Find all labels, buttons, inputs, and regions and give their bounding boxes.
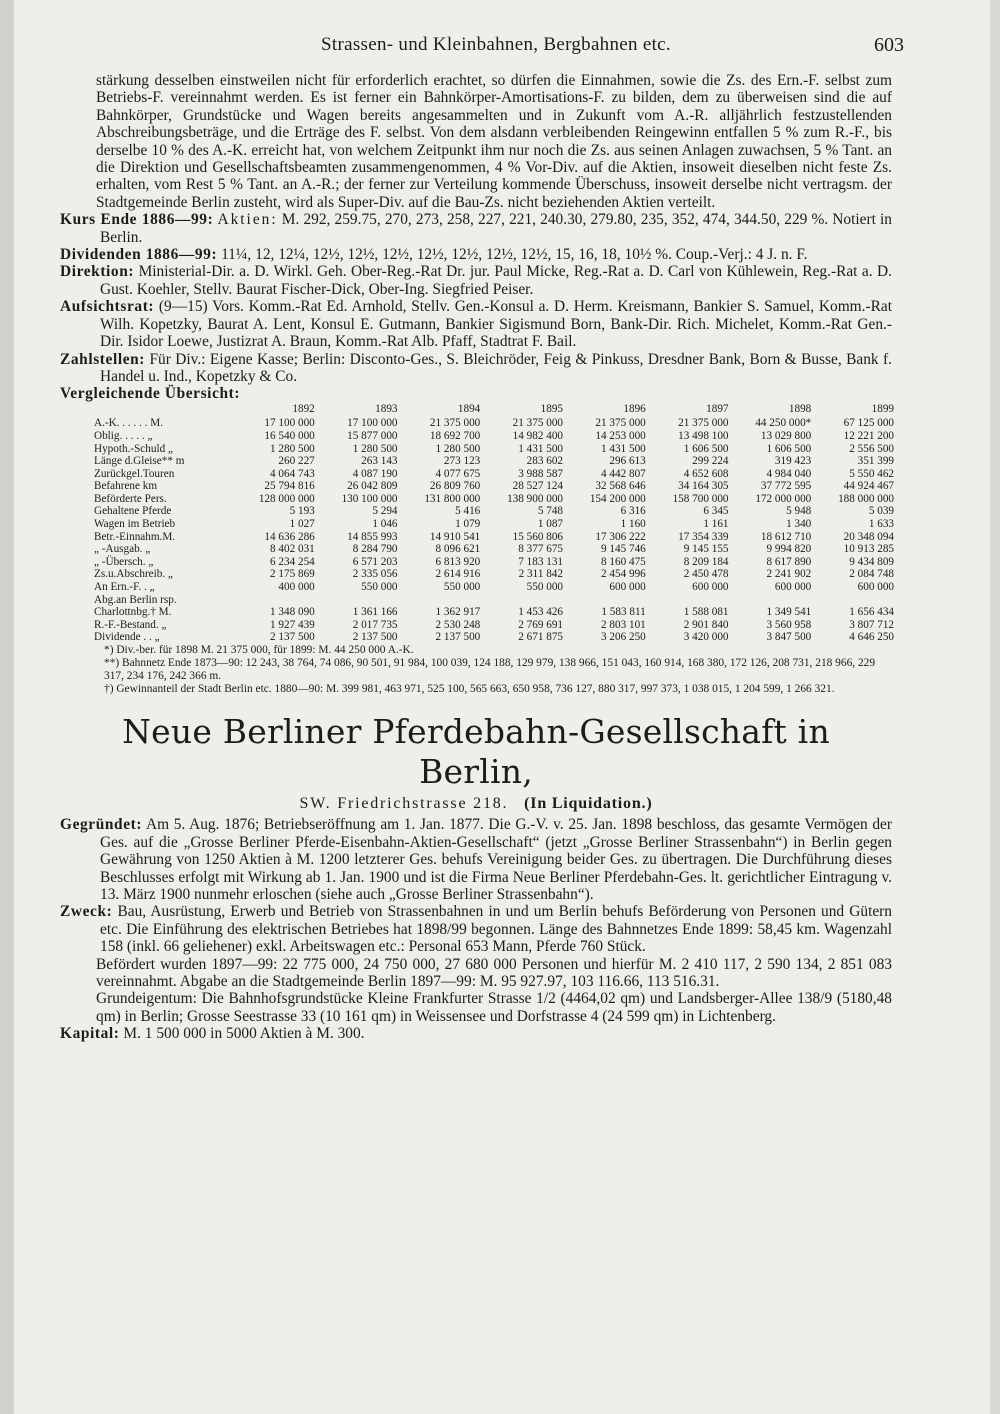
- footnote: †) Gewinnanteil der Stadt Berlin etc. 1880—90: M. 399 981, 463 971, 525 100, 565 663, 650 958, 736 127, 880 317, 997 373, 1 038 015, 1 204 599, 1 266 321.: [104, 683, 835, 695]
- table-cell: 1 349 541: [766, 606, 812, 619]
- comparison-body: [94, 417, 894, 644]
- table-cell: 4 077 675: [435, 467, 481, 480]
- table-cell: 550 000: [443, 581, 481, 594]
- year-col: 1893: [375, 402, 398, 415]
- table-cell: 32 568 646: [595, 480, 646, 493]
- row-label: Beförderte Pers.: [94, 492, 167, 505]
- table-cell: 26 042 809: [347, 480, 398, 493]
- running-title: Strassen- und Kleinbahnen, Bergbahnen etc.: [321, 34, 671, 55]
- row-label: „ -Übersch. „: [94, 555, 154, 568]
- dividenden-label: Dividenden 1886—99:: [60, 246, 218, 264]
- table-cell: 3 807 712: [849, 618, 894, 631]
- table-cell: 9 145 155: [683, 543, 729, 556]
- row-label: Dividende . . „: [94, 631, 160, 644]
- table-cell: 6 234 254: [270, 555, 315, 568]
- year-col: 1894: [457, 402, 481, 415]
- table-cell: 158 700 000: [672, 492, 729, 505]
- table-cell: 1 027: [289, 518, 315, 531]
- table-cell: 17 354 339: [678, 530, 729, 543]
- table-cell: 15 877 000: [347, 429, 398, 442]
- row-label: An Ern.-F. . „: [94, 581, 155, 594]
- table-cell: 5 748: [537, 505, 563, 518]
- zahlstellen-label: Zahlstellen:: [60, 350, 146, 368]
- table-cell: 273 123: [443, 455, 481, 468]
- table-cell: 13 029 800: [760, 429, 812, 442]
- table-cell: 13 498 100: [678, 429, 729, 442]
- table-cell: 2 671 875: [518, 631, 563, 644]
- table-cell: 2 556 500: [849, 442, 894, 455]
- table-cell: 260 227: [278, 455, 315, 468]
- table-cell: 21 375 000: [512, 417, 563, 430]
- table-cell: 600 000: [609, 581, 646, 594]
- row-label: Gehaltene Pferde: [94, 505, 172, 518]
- table-cell: 17 100 000: [264, 417, 315, 430]
- table-cell: 2 175 869: [270, 568, 315, 581]
- footnote: **) Bahnnetz Ende 1873—90: 12 243, 38 764, 74 086, 90 501, 91 984, 100 039, 124 188, 129 979, 138 966, 151 043, 160 914, 168 380, 172 126, 208 731, 218 966, 229 317, 234 176, 242 366 m.: [104, 657, 876, 682]
- year-col: 1899: [871, 402, 894, 415]
- table-row: [94, 556, 894, 569]
- table-row: [94, 594, 894, 607]
- kurs-section: [60, 211, 892, 246]
- year-col: 1897: [706, 402, 729, 415]
- table-cell: 131 800 000: [424, 492, 481, 505]
- table-cell: 4 984 040: [766, 467, 812, 480]
- table-cell: 5 193: [289, 505, 315, 518]
- page-body: [60, 72, 892, 1043]
- intro-paragraph: stärkung desselben einstweilen nicht für erforderlich erachtet, so dürfen die Einnahmen, sowie die Zs. des Ern.-F. selbst zum Betriebs-F. vereinnahmt werden. Es ist ferner ein Bahnkörper-Amortisations-F. zu bilden, dem zu überweisen sind die auf Bahnkörper, Grundstücke und Wagen bereits angesammelten und in Zukunft vom A.-R. alljährlich festzustellenden Abschreibungsbeträge, und die Erträge des F. selbst. Von dem alsdann verbleibenden Reingewinn entfallen 5 % zum R.-F., bis derselbe 10 % des A.-K. erreicht hat, von welchem Zeitpunkt ihm nur noch die Zs. aus seinen Anlagen zuwachsen, 5 % Tant. an die Direktion und Gesellschaftsbeamten zusammengenommen, 4 % Vor-Div. auf die Aktien, insoweit dieselben nicht feste Zs. erhalten, vom Rest 5 % Tant. an A.-R.; der ferner zur Verteilung kommende Überschuss, insoweit derselbe nicht vertragsm. der Stadtgemeinde Berlin zusteht, wird als Super-Div. auf die Bau-Zs. nicht beziehenden Aktien verteilt.: [96, 72, 892, 211]
- table-cell: 319 423: [774, 455, 812, 468]
- table-cell: 14 636 286: [264, 530, 315, 543]
- vergleich-heading: [60, 385, 892, 402]
- zweck-text: Bau, Ausrüstung, Erwerb und Betrieb von Strassenbahnen in und um Berlin behufs Beförderung von Personen und Gütern etc. Die Einführung des elektrischen Betriebes hat 1898/99 begonnen. Länge des Bahnnetzes Ende 1899: 58,45 km. Wagenzahl 158 (inkl. 66 geliehener) exkl. Arbeitswagen etc.: Personal 653 Mann, Pferde 760 Stück.: [100, 903, 892, 956]
- table-cell: 5 039: [868, 505, 894, 518]
- table-cell: 7 183 131: [518, 555, 563, 568]
- table-cell: 1 361 166: [352, 606, 398, 619]
- table-cell: [811, 594, 894, 607]
- direktion-text: Ministerial-Dir. a. D. Wirkl. Geh. Ober-Reg.-Rat Dr. jur. Paul Micke, Reg.-Rat a. D. Carl von Kühlewein, Reg.-Rat a. D. Gust. Koehler, Stellv. Baurat Fischer-Dick, Ober-Ing. Siegfried Peiser.: [100, 263, 892, 298]
- table-cell: 1 606 500: [766, 442, 812, 455]
- table-cell: 6 571 203: [352, 555, 398, 568]
- table-cell: 1 588 081: [683, 606, 729, 619]
- table-cell: 1 280 500: [435, 442, 481, 455]
- table-cell: 28 527 124: [512, 480, 563, 493]
- table-cell: 2 084 748: [849, 568, 894, 581]
- year-col: 1895: [540, 402, 563, 415]
- table-cell: 8 160 475: [601, 555, 646, 568]
- table-cell: 16 540 000: [264, 429, 315, 442]
- table-cell: 5 948: [786, 505, 812, 518]
- table-cell: 5 416: [455, 505, 481, 518]
- row-label: R.-F.-Bestand. „: [94, 618, 167, 631]
- page-number: 603: [874, 34, 904, 56]
- dividenden-text: 11¼, 12, 12¼, 12½, 12½, 12½, 12½, 12½, 12½, 12½, 15, 16, 18, 10½ %. Coup.-Verj.: 4 J. n. F.: [221, 246, 808, 264]
- table-cell: 18 692 700: [429, 429, 481, 442]
- table-cell: 1 431 500: [518, 442, 563, 455]
- table-cell: [480, 594, 563, 607]
- row-label: Hypoth.-Schuld „: [94, 442, 173, 455]
- table-cell: 14 253 000: [595, 429, 646, 442]
- table-cell: 6 316: [620, 505, 646, 518]
- kurs-prefix: Aktien:: [217, 211, 278, 229]
- table-cell: 3 988 587: [518, 467, 563, 480]
- table-cell: 1 079: [455, 518, 481, 531]
- table-cell: 14 982 400: [512, 429, 563, 442]
- table-cell: 1 927 439: [270, 618, 315, 631]
- row-label: A.-K. . . . . . M.: [94, 417, 163, 430]
- table-cell: 400 000: [278, 581, 315, 594]
- company-address-line: [60, 795, 892, 812]
- page-header: [96, 34, 904, 58]
- table-row: [94, 468, 894, 481]
- table-cell: [729, 594, 812, 607]
- table-cell: 4 087 190: [352, 467, 398, 480]
- table-cell: 1 160: [620, 518, 646, 531]
- table-cell: 4 652 608: [683, 467, 729, 480]
- table-cell: 263 143: [361, 455, 398, 468]
- row-label: Wagen im Betrieb: [94, 518, 176, 531]
- zahlstellen-section: [60, 351, 892, 386]
- company-title: Neue Berliner Pferdebahn-Gesellschaft in Berlin,: [122, 712, 830, 791]
- table-row: [94, 581, 894, 594]
- table-cell: 1 046: [372, 518, 398, 531]
- table-cell: 10 913 285: [843, 543, 894, 556]
- table-cell: [563, 594, 646, 607]
- dividenden-section: [60, 246, 892, 263]
- table-cell: 128 000 000: [258, 492, 315, 505]
- table-cell: 2 614 916: [435, 568, 481, 581]
- table-cell: 6 345: [703, 505, 729, 518]
- table-cell: 1 453 426: [518, 606, 563, 619]
- table-row: [94, 568, 894, 581]
- company-address: SW. Friedrichstrasse 218.: [299, 795, 509, 812]
- table-cell: 1 280 500: [352, 442, 398, 455]
- table-cell: 2 137 500: [270, 631, 315, 644]
- table-cell: 1 583 811: [601, 606, 646, 619]
- row-label: Charlottnbg.† M.: [94, 606, 172, 619]
- row-label: Zurückgel.Touren: [94, 467, 175, 480]
- table-cell: 14 855 993: [347, 530, 398, 543]
- kurs-text: M. 292, 259.75, 270, 273, 258, 227, 221, 240.30, 279.80, 235, 352, 474, 344.50, 229 %. Notiert in Berlin.: [100, 211, 892, 246]
- table-row: [94, 531, 894, 544]
- grundeigentum-paragraph: Grundeigentum: Die Bahnhofsgrundstücke Kleine Frankfurter Strasse 1/2 (4464,02 qm) und Landsberger-Allee 138/9 (5180,48 qm) in Berlin; Grosse Seestrasse 33 (10 161 qm) in Weissensee und Dorfstrasse 4 (24 599 qm) in Lichtenberg.: [96, 990, 892, 1025]
- table-row: [94, 606, 894, 619]
- table-row: [94, 417, 894, 430]
- direktion-label: Direktion:: [60, 263, 135, 281]
- table-cell: 14 910 541: [429, 530, 481, 543]
- table-row: [94, 443, 894, 456]
- zahlstellen-text: Für Div.: Eigene Kasse; Berlin: Disconto-Ges., S. Bleichröder, Feig & Pinkuss, Dresdner Bank, Born & Busse, Bank f. Handel u. Ind., Kopetzky & Co.: [100, 350, 892, 385]
- table-cell: 5 294: [372, 505, 398, 518]
- table-cell: 44 924 467: [843, 480, 894, 493]
- scan-edge-left: [0, 0, 14, 1414]
- table-cell: 2 803 101: [601, 618, 646, 631]
- table-cell: 25 794 816: [264, 480, 315, 493]
- vergleich-label: Vergleichende Übersicht:: [60, 385, 241, 403]
- comparison-header-row: [94, 403, 894, 418]
- table-row: [94, 480, 894, 493]
- table-cell: 17 306 222: [595, 530, 646, 543]
- table-cell: [646, 594, 729, 607]
- table-cell: 4 064 743: [270, 467, 315, 480]
- table-cell: 2 241 902: [766, 568, 812, 581]
- zweck-section: [60, 903, 892, 955]
- table-cell: 299 224: [692, 455, 729, 468]
- gegruendet-text: Am 5. Aug. 1876; Betriebseröffnung am 1. Jan. 1877. Die G.-V. v. 25. Jan. 1898 beschloss, das gesamte Vermögen der Ges. auf die „Grosse Berliner Pferde-Eisenbahn-Aktien-Gesellschaft“ (jetzt „Grosse Berliner Strassenbahn“) in Berlin gegen Gewährung von 1250 Aktien à M. 1200 letzterer Ges. behufs Vereinigung beider Ges. zu übertragen. Die Durchführung dieses Beschlusses erfolgt mit Wirkung ab 1. Jan. 1900 und ist die Firma Neue Berliner Pferdebahn-Ges. lt. gerichtlicher Eintragung v. 13. März 1900 nunmehr erloschen (siehe auch „Grosse Berliner Strassenbahn“).: [100, 816, 893, 904]
- table-cell: 600 000: [692, 581, 729, 594]
- table-cell: 154 200 000: [589, 492, 646, 505]
- table-cell: 2 311 842: [518, 568, 563, 581]
- comparison-corner: [94, 403, 232, 418]
- table-row: [94, 430, 894, 443]
- row-label: Oblig. . . . . „: [94, 429, 153, 442]
- table-row: [94, 493, 894, 506]
- row-label: Länge d.Gleise** m: [94, 455, 185, 468]
- gegruendet-section: [60, 816, 892, 903]
- table-cell: 2 454 996: [601, 568, 646, 581]
- table-cell: 138 900 000: [507, 492, 563, 505]
- footnote: *) Div.-ber. für 1898 M. 21 375 000, für 1899: M. 44 250 000 A.-K.: [104, 644, 414, 656]
- table-row: [94, 631, 894, 644]
- row-label: Betr.-Einnahm.M.: [94, 530, 176, 543]
- table-cell: 283 602: [526, 455, 563, 468]
- table-cell: [315, 594, 398, 607]
- table-cell: 1 656 434: [849, 606, 894, 619]
- table-cell: 296 613: [609, 455, 646, 468]
- table-cell: 6 813 920: [435, 555, 481, 568]
- table-cell: 1 161: [703, 518, 729, 531]
- table-cell: 26 809 760: [429, 480, 481, 493]
- table-cell: 15 560 806: [512, 530, 563, 543]
- table-cell: 17 100 000: [347, 417, 398, 430]
- table-cell: 2 530 248: [435, 618, 481, 631]
- aufsichtsrat-section: [60, 298, 892, 350]
- table-cell: 4 646 250: [849, 631, 894, 644]
- table-cell: 550 000: [526, 581, 563, 594]
- table-cell: 8 209 184: [683, 555, 729, 568]
- row-label: Zs.u.Abschreib. „: [94, 568, 173, 581]
- table-cell: 2 335 056: [352, 568, 398, 581]
- table-cell: 1 633: [868, 518, 894, 531]
- table-cell: 21 375 000: [678, 417, 729, 430]
- table-cell: 1 087: [537, 518, 563, 531]
- table-cell: 1 280 500: [270, 442, 315, 455]
- gegruendet-label: Gegründet:: [60, 816, 143, 834]
- aufsichtsrat-text: (9—15) Vors. Komm.-Rat Ed. Arnhold, Stellv. Gen.-Konsul a. D. Herm. Kreismann, Bankier S. Samuel, Komm.-Rat Wilh. Kopetzky, Baurat A. Lent, Konsul E. Gutmann, Bankier Sigismund Born, Bank-Dir. Rich. Michelet, Komm.-Rat Gen.-Dir. Isidor Loewe, Justizrat A. Braun, Komm.-Rat Alb. Pfaff, Stadtrat F. Bail.: [100, 298, 892, 351]
- table-cell: 9 434 809: [849, 555, 894, 568]
- company-status: (In Liquidation.): [524, 795, 653, 812]
- table-cell: 12 221 200: [843, 429, 894, 442]
- year-col: 1898: [788, 402, 812, 415]
- table-cell: 1 348 090: [270, 606, 315, 619]
- befoerdert-paragraph: Befördert wurden 1897—99: 22 775 000, 24 750 000, 27 680 000 Personen und hierfür M. 2 410 117, 2 590 134, 2 851 083 vereinnahmt. Abgabe an die Stadtgemeinde Berlin 1897—99: M. 95 927.97, 103 116.66, 113 516.31.: [96, 955, 892, 991]
- table-cell: 8 096 621: [435, 543, 481, 556]
- table-footnotes: [60, 644, 892, 696]
- table-cell: 130 100 000: [341, 492, 398, 505]
- table-cell: 3 560 958: [766, 618, 812, 631]
- table-cell: [232, 594, 315, 607]
- kapital-section: [60, 1025, 892, 1042]
- table-cell: 67 125 000: [843, 417, 894, 430]
- table-cell: 37 772 595: [760, 480, 812, 493]
- table-cell: 9 994 820: [766, 543, 812, 556]
- table-cell: 2 769 691: [518, 618, 563, 631]
- kapital-label: Kapital:: [60, 1025, 120, 1043]
- table-cell: 1 340: [786, 518, 812, 531]
- table-cell: 21 375 000: [595, 417, 646, 430]
- table-row: [94, 455, 894, 468]
- table-cell: 1 431 500: [601, 442, 646, 455]
- comparison-table: [94, 403, 894, 644]
- aufsichtsrat-label: Aufsichtsrat:: [60, 298, 155, 316]
- table-cell: 18 612 710: [760, 530, 812, 543]
- table-cell: 44 250 000*: [755, 417, 812, 430]
- table-cell: 550 000: [361, 581, 398, 594]
- table-row: [94, 543, 894, 556]
- row-label: Abg.an Berlin rsp.: [94, 593, 177, 606]
- table-cell: 5 550 462: [849, 467, 894, 480]
- table-cell: 2 137 500: [352, 631, 398, 644]
- zweck-label: Zweck:: [60, 903, 113, 921]
- row-label: Befahrene km: [94, 480, 158, 493]
- table-cell: 34 164 305: [678, 480, 729, 493]
- table-cell: 172 000 000: [755, 492, 812, 505]
- table-cell: 1 606 500: [683, 442, 729, 455]
- table-cell: 8 284 790: [352, 543, 398, 556]
- table-cell: 2 137 500: [435, 631, 481, 644]
- table-cell: 2 901 840: [683, 618, 729, 631]
- table-cell: 21 375 000: [429, 417, 481, 430]
- table-cell: 3 420 000: [683, 631, 729, 644]
- table-cell: 600 000: [857, 581, 894, 594]
- scan-edge-right: [990, 0, 1000, 1414]
- table-row: [94, 505, 894, 518]
- table-cell: 8 377 675: [518, 543, 563, 556]
- row-label: „ -Ausgab. „: [94, 543, 151, 556]
- table-cell: 2 017 735: [352, 618, 398, 631]
- table-cell: 20 348 094: [843, 530, 894, 543]
- table-cell: 188 000 000: [838, 492, 894, 505]
- table-cell: 600 000: [774, 581, 812, 594]
- table-cell: [398, 594, 481, 607]
- table-cell: 4 442 807: [601, 467, 646, 480]
- kurs-label: Kurs Ende 1886—99:: [60, 211, 214, 229]
- table-cell: 8 402 031: [270, 543, 315, 556]
- table-cell: 3 206 250: [601, 631, 646, 644]
- table-cell: 1 362 917: [435, 606, 481, 619]
- direktion-section: [60, 263, 892, 298]
- table-row: [94, 518, 894, 531]
- table-row: [94, 619, 894, 632]
- table-cell: 2 450 478: [683, 568, 729, 581]
- year-col: 1892: [292, 402, 315, 415]
- year-col: 1896: [623, 402, 646, 415]
- table-cell: 8 617 890: [766, 555, 812, 568]
- table-cell: 3 847 500: [766, 631, 812, 644]
- kapital-text: M. 1 500 000 in 5000 Aktien à M. 300.: [123, 1025, 365, 1043]
- table-cell: 351 399: [857, 455, 894, 468]
- table-cell: 9 145 746: [601, 543, 646, 556]
